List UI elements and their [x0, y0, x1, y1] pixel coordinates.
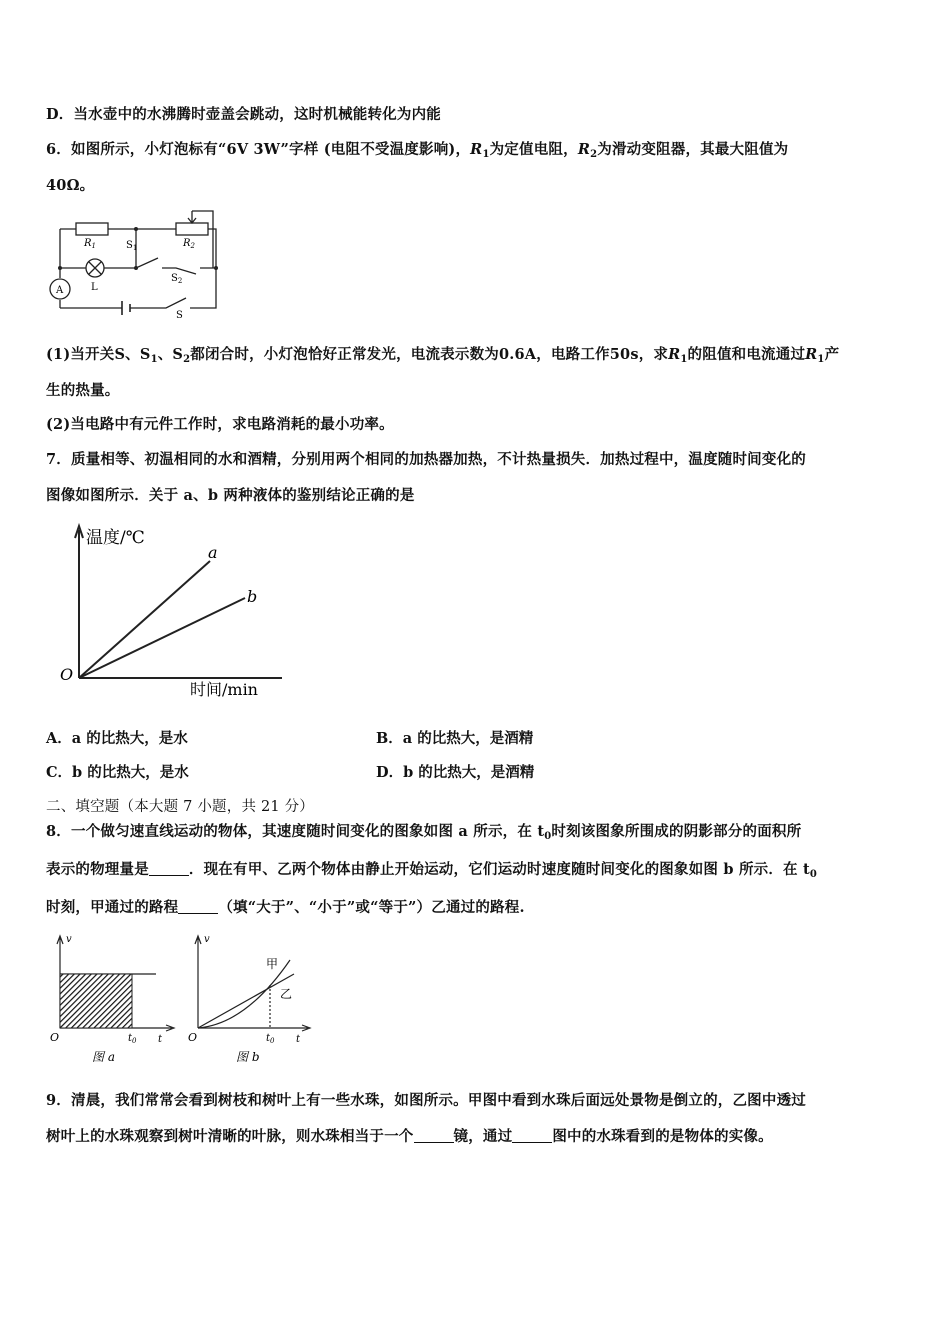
fig-b-t-label: t	[296, 1034, 301, 1045]
answer-blank-2[interactable]	[178, 901, 218, 914]
t0-subscript: 0	[544, 831, 552, 842]
section-heading: 二、填空题（本大题 7 小题，共 21 分）	[46, 799, 315, 815]
q6-part2: (2)当电路中有元件工作时，求电路消耗的最小功率。	[46, 416, 394, 433]
r1-subscript: 1	[482, 149, 490, 160]
s1-subscript: 1	[150, 354, 158, 365]
q6-part1-text: 、S	[157, 346, 184, 363]
q6-text: 为定值电阻，	[489, 141, 578, 158]
origin-label: O	[60, 665, 74, 684]
fig-b-origin: O	[188, 1031, 198, 1044]
q9-text: 图中的水珠看到的是物体的实像。	[552, 1128, 773, 1145]
s2-subscript: 2	[183, 354, 191, 365]
fig-a-v-label: v	[66, 934, 72, 945]
figure-a-velocity-graph	[46, 928, 181, 1070]
q6-text: 为滑动变阻器，其最大阻值为	[597, 141, 789, 158]
q6-part1-line1	[46, 343, 839, 365]
circuit-r1-label: $R_1$	[84, 238, 96, 250]
q6-text: 6．如图所示，小灯泡标有“6V 3W”字样 (电阻不受温度影响)，	[46, 141, 471, 158]
yi-label: 乙	[280, 987, 293, 1001]
answer-blank-4[interactable]	[512, 1130, 552, 1143]
q9-text: 镜，通过	[453, 1128, 513, 1145]
q8-stem-line2	[46, 858, 817, 880]
q6-stem-line1	[46, 138, 788, 160]
circuit-r2-label: $R_2$	[183, 238, 195, 250]
q5-option-d: D．当水壶中的水沸腾时壶盖会跳动，这时机械能转化为内能	[46, 106, 441, 123]
answer-blank-3[interactable]	[414, 1130, 454, 1143]
fig-b-v-label: v	[204, 934, 210, 945]
figure-b-velocity-graph	[186, 928, 316, 1070]
fig-a-caption: 图 a	[92, 1050, 115, 1064]
q8-text: 时刻该图象所围成的阴影部分的面积所	[551, 823, 802, 840]
q8-stem-line1	[46, 820, 801, 842]
q9-text: 树叶上的水珠观察到树叶清晰的叶脉，则水珠相当于一个	[46, 1128, 414, 1145]
jia-label: 甲	[266, 957, 279, 971]
q6-part1-text: 产	[824, 346, 840, 363]
r2-subscript: 2	[590, 149, 598, 160]
q6-part1-text: 的阻值和电流通过	[687, 346, 806, 363]
q6-part1-text: 都闭合时，小灯泡恰好正常发光，电流表示数为0.6A，电路工作50s，求	[190, 346, 669, 363]
line-b-label: b	[247, 587, 258, 606]
circuit-s2-label: $S_2$	[171, 273, 183, 285]
q7-option-b[interactable]: B．a 的比热大，是酒精	[376, 730, 534, 747]
q8-text: 8．一个做匀速直线运动的物体，其速度随时间变化的图象如图 a 所示，在 t	[46, 823, 545, 840]
q6-stem-line2: 40Ω。	[46, 177, 95, 194]
q7-stem-line2: 图像如图所示．关于 a、b 两种液体的鉴别结论正确的是	[46, 487, 415, 504]
circuit-lamp-label: L	[91, 282, 98, 293]
q8-text: （填“大于”、“小于”或“等于”）乙通过的路程.	[218, 899, 525, 916]
q8-text: ．现在有甲、乙两个物体由静止开始运动，它们运动时速度随时间变化的图象如图 b 所示．在 t	[188, 861, 810, 878]
q6-part1-line2: 生的热量。	[46, 382, 120, 399]
q8-text: 时刻，甲通过的路程	[46, 899, 179, 916]
q7-option-d[interactable]: D．b 的比热大，是酒精	[376, 764, 535, 781]
fig-b-caption: 图 b	[236, 1050, 260, 1064]
fig-b-t0-label: $t_0$	[266, 1033, 275, 1045]
ammeter-label: A	[56, 285, 64, 296]
circuit-s1-label: $S_1$	[126, 240, 138, 252]
fig-a-t-label: t	[158, 1034, 163, 1045]
q6-part1-text: (1)当开关S、S	[46, 346, 151, 363]
line-a-label: a	[208, 543, 218, 562]
q8-stem-line3	[46, 896, 525, 917]
line-b	[79, 598, 245, 678]
temperature-time-graph	[50, 518, 290, 708]
fig-a-t0-label: $t_0$	[128, 1033, 137, 1045]
q8-text: 表示的物理量是	[46, 861, 149, 878]
t0-subscript: 0	[809, 869, 818, 880]
r1-symbol: R	[470, 141, 483, 158]
circuit-s-label: S	[176, 310, 183, 321]
q7-stem-line1: 7．质量相等、初温相同的水和酒精，分别用两个相同的加热器加热，不计热量损失．加热过程中，温度随时间变化的	[46, 451, 806, 468]
answer-blank-1[interactable]	[149, 863, 189, 876]
q9-stem-line1: 9．清晨，我们常常会看到树枝和树叶上有一些水珠，如图所示。甲图中看到水珠后面远处景物是倒立的，乙图中透过	[46, 1092, 806, 1109]
q9-stem-line2	[46, 1125, 773, 1146]
r1-subscript: 1	[680, 354, 688, 365]
x-axis-label: 时间/min	[190, 680, 258, 699]
yi-line	[198, 974, 294, 1028]
r1-symbol: R	[805, 346, 818, 363]
circuit-diagram	[46, 208, 226, 328]
q7-option-a[interactable]: A．a 的比热大，是水	[46, 730, 188, 747]
shaded-area	[60, 974, 132, 1028]
fig-a-origin: O	[50, 1031, 60, 1044]
line-a	[79, 561, 210, 678]
y-axis-label: 温度/℃	[86, 528, 145, 548]
r1-symbol: R	[668, 346, 681, 363]
q7-option-c[interactable]: C．b 的比热大，是水	[46, 764, 189, 781]
r2-symbol: R	[577, 141, 591, 158]
r1-subscript: 1	[817, 354, 825, 365]
